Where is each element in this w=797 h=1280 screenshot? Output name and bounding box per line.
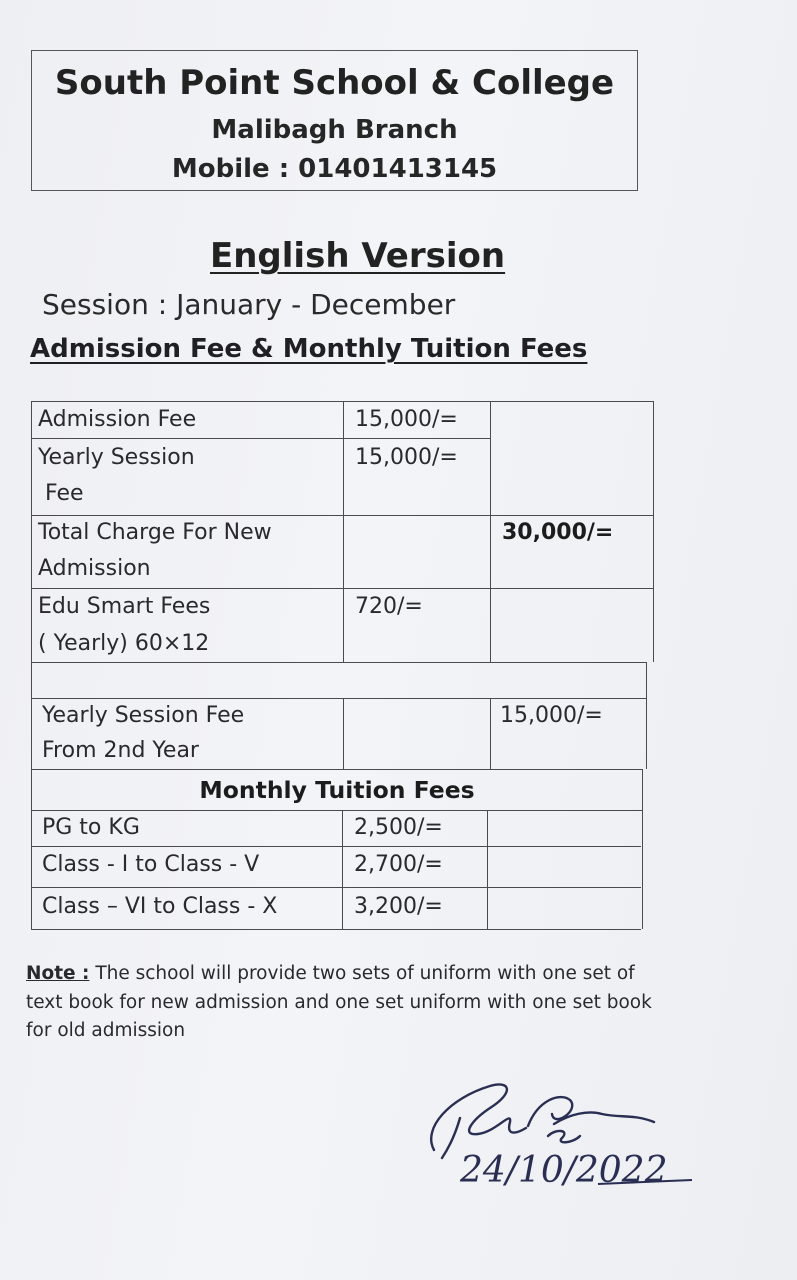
- monthly-class-label: Class – VI to Class - X: [42, 894, 278, 919]
- monthly-class-label: PG to KG: [42, 815, 140, 840]
- table-border-right: [646, 662, 647, 769]
- session-text: Session : January - December: [42, 288, 456, 321]
- table-rule: [31, 662, 646, 663]
- edu-smart-label: ( Yearly) 60×12: [38, 631, 210, 656]
- branch-name: Malibagh Branch: [211, 115, 458, 145]
- admission-fee-amount: 15,000/=: [355, 407, 458, 432]
- table-column-rule: [490, 698, 491, 769]
- note-paragraph: [26, 960, 666, 1046]
- total-charge-amount: 30,000/=: [502, 520, 614, 545]
- table-rule: [31, 438, 490, 439]
- school-header: [31, 50, 638, 191]
- fee-heading: Admission Fee & Monthly Tuition Fees: [30, 334, 588, 364]
- session-fee-amount: 15,000/=: [355, 445, 458, 470]
- total-charge-label: Admission: [38, 556, 151, 581]
- table-rule: [31, 769, 643, 770]
- version-title: English Version: [210, 236, 506, 276]
- edu-smart-amount: 720/=: [355, 594, 423, 619]
- table-column-rule: [343, 698, 344, 769]
- table-border-left: [31, 401, 32, 929]
- second-year-fee-label: Yearly Session Fee: [42, 703, 245, 728]
- monthly-class-label: Class - I to Class - V: [42, 852, 260, 877]
- note-label: Note :: [26, 963, 90, 984]
- session-fee-label: Fee: [38, 481, 84, 506]
- table-column-rule: [342, 810, 343, 929]
- second-year-fee-amount: 15,000/=: [500, 703, 603, 728]
- monthly-fee-amount: 2,700/=: [354, 852, 443, 877]
- table-rule: [31, 887, 641, 888]
- note-text: The school will provide two sets of uniform with one set of text book for new admission and one set uniform with one set book for old admission: [26, 963, 652, 1041]
- edu-smart-label: Edu Smart Fees: [38, 594, 211, 619]
- monthly-tuition-heading: Monthly Tuition Fees: [199, 776, 475, 804]
- session-fee-label: Yearly Session: [38, 445, 195, 470]
- table-column-rule: [490, 401, 491, 662]
- table-column-rule: [343, 401, 344, 662]
- monthly-fee-amount: 2,500/=: [354, 815, 443, 840]
- mobile-number: Mobile : 01401413145: [171, 154, 498, 184]
- handwritten-signature: [420, 1070, 710, 1200]
- table-column-rule: [487, 810, 488, 929]
- monthly-fee-amount: 3,200/=: [354, 894, 443, 919]
- table-border-bottom: [31, 929, 641, 930]
- signature-date: 24/10/2022: [460, 1150, 668, 1191]
- school-name: South Point School & College: [54, 63, 615, 103]
- table-border-right: [653, 401, 654, 662]
- second-year-fee-label: From 2nd Year: [42, 738, 199, 763]
- admission-fee-label: Admission Fee: [38, 407, 197, 432]
- total-charge-label: Total Charge For New: [38, 520, 272, 545]
